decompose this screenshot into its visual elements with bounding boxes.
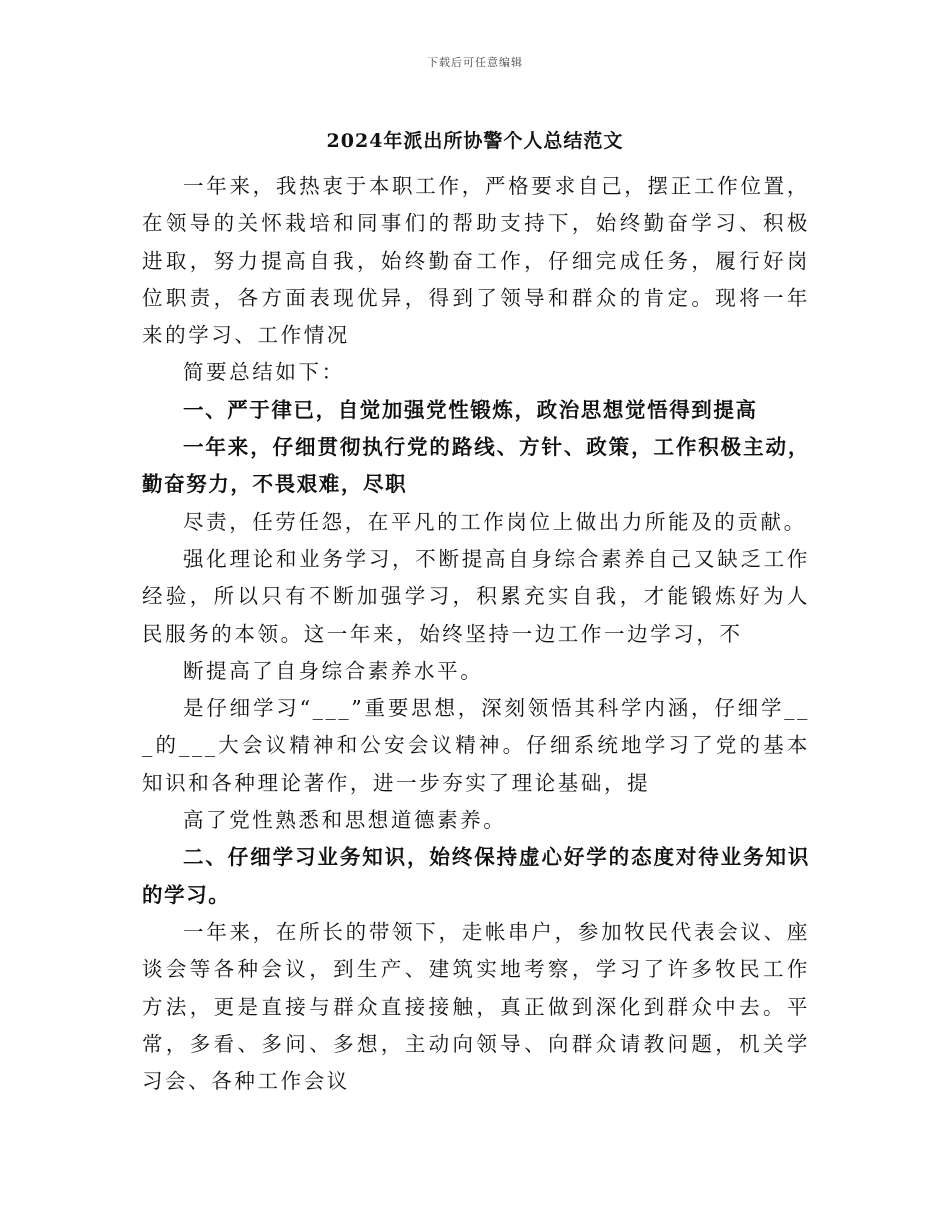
paragraph-theory: 是仔细学习“___”重要思想，深刻领悟其科学内涵，仔细学___的___大会议精神和公安会议精神。仔细系统地学习了党的基本知识和各种理论著作，进一步夯实了理论基础，提 xyxy=(142,696,810,795)
paragraph-intro: 一年来，我热衷于本职工作，严格要求自己，摆正工作位置，在领导的关怀栽培和同事们的帮助支持下，始终勤奋学习、积极进取，努力提高自我，始终勤奋工作，仔细完成任务，履行好岗位职责，各方面表现优异，得到了领导和群众的肯定。现将一年来的学习、工作情况 xyxy=(142,174,810,348)
section-heading-1: 一、严于律已，自觉加强党性锻炼，政治思想觉悟得到提高 xyxy=(183,397,758,422)
section-heading-2: 二、仔细学习业务知识，始终保持虚心好学的态度对待业务知识的学习。 xyxy=(142,845,810,907)
paragraph-theory-cont: 高了党性熟悉和思想道德素养。 xyxy=(183,808,507,833)
paragraph-practice: 一年来，在所长的带领下，走帐串户，参加牧民代表会议、座谈会等各种会议，到生产、建筑实地考察，学习了许多牧民工作方法，更是直接与群众直接接触，真正做到深化到群众中去。平常，多看、多问、多想，主动向领导、向群众请教问题，机关学习会、各种工作会议 xyxy=(142,919,810,1094)
paragraph-bold-1: 一年来，仔细贯彻执行党的路线、方针、政策，工作积极主动，勤奋努力，不畏艰难，尽职 xyxy=(142,435,810,497)
paragraph-study: 强化理论和业务学习，不断提高自身综合素养自己又缺乏工作经验，所以只有不断加强学习，积累充实自我，才能锻炼好为人民服务的本领。这一年来，始终坚持一边工作一边学习，不 xyxy=(142,546,810,646)
header-note: 下载后可任意编辑 xyxy=(427,56,523,69)
paragraph-duty: 尽责，任劳任怨，在平凡的工作岗位上做出力所能及的贡献。 xyxy=(183,509,807,534)
paragraph-summary-lead: 简要总结如下： xyxy=(183,360,345,385)
document-body xyxy=(142,168,810,1100)
paragraph-study-cont: 断提高了自身综合素养水平。 xyxy=(183,658,484,683)
document-title: 2024年派出所协警个人总结范文 xyxy=(326,130,624,152)
